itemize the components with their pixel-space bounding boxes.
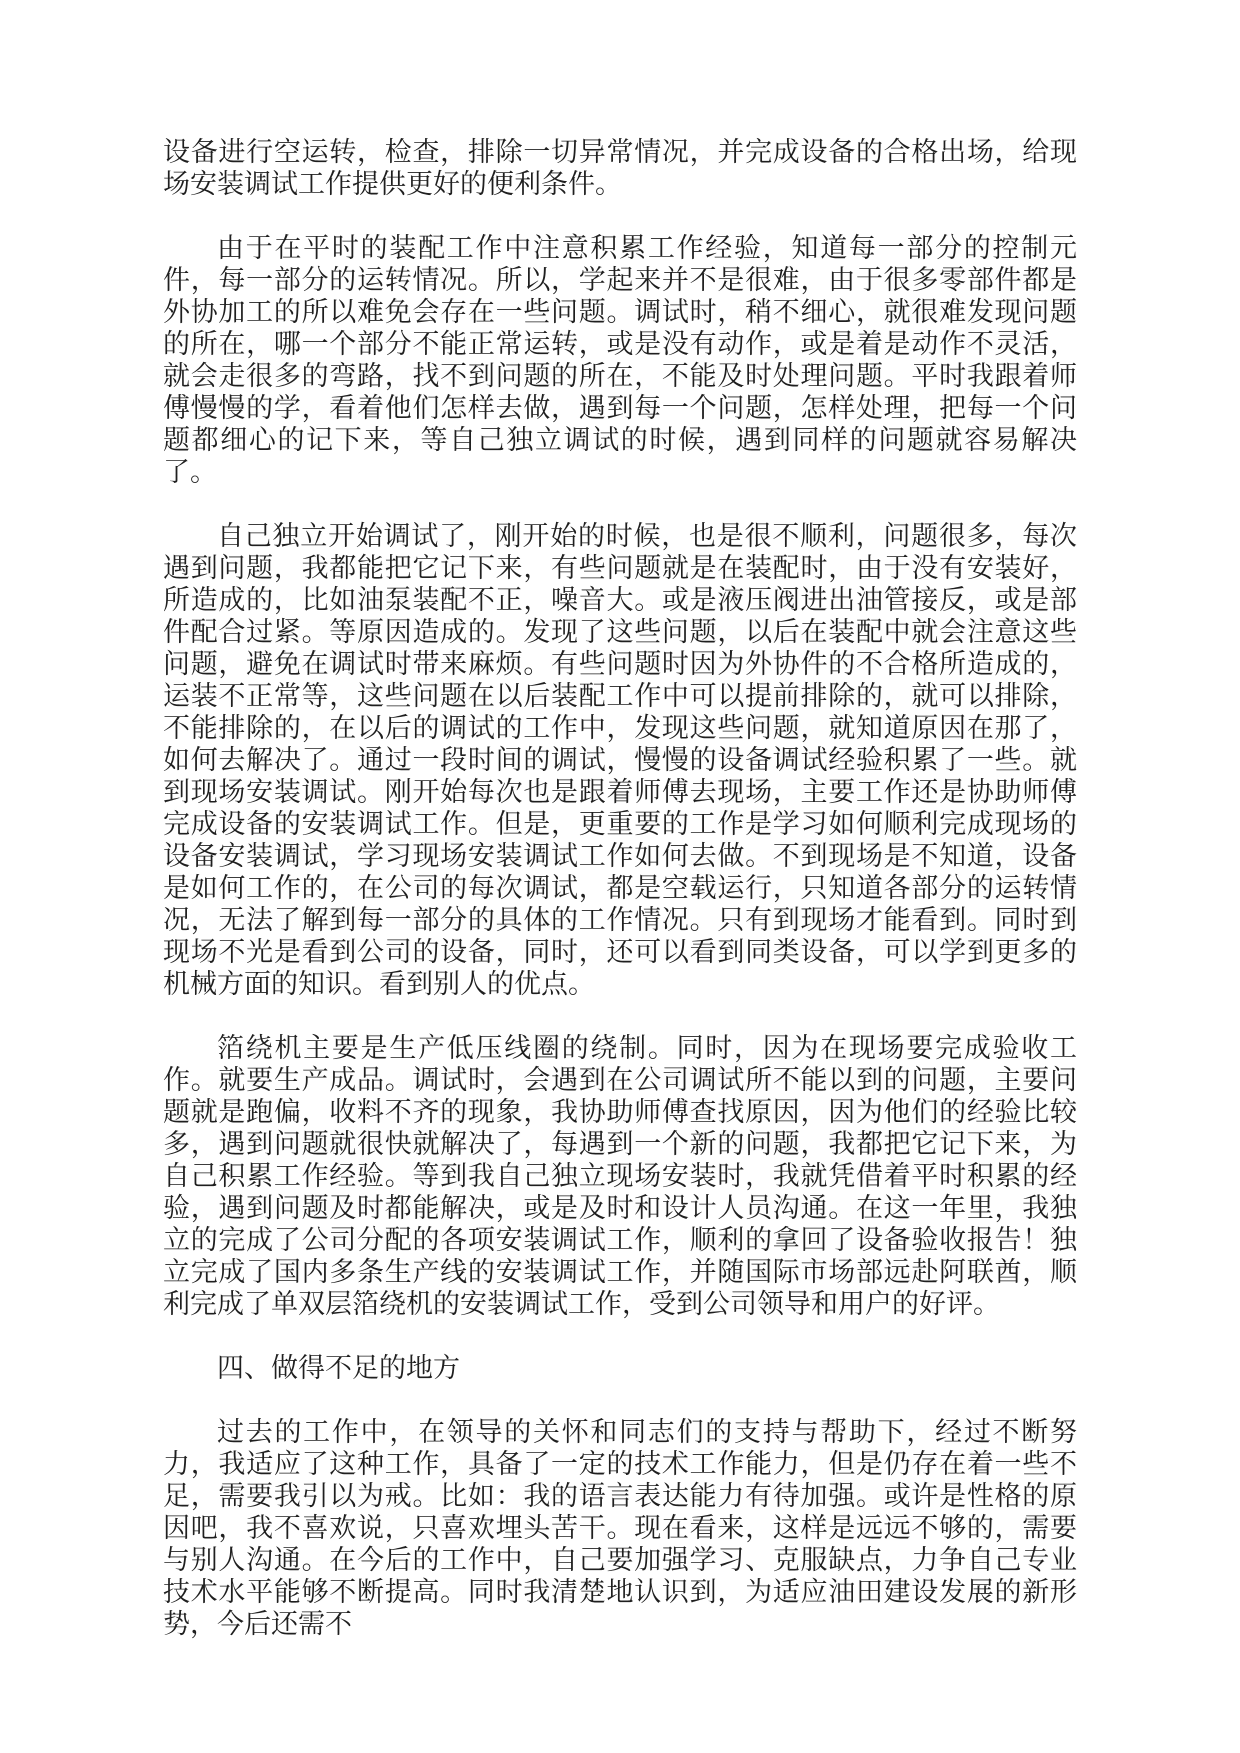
section-heading: 四、做得不足的地方 — [217, 1353, 460, 1383]
paragraph-continuation: 设备进行空运转，检查，排除一切异常情况，并完成设备的合格出场，给现场安装调试工作提供更好的便利条件。 — [163, 137, 1077, 199]
document-text-body — [163, 136, 1077, 1640]
paragraph: 由于在平时的装配工作中注意积累工作经验，知道每一部分的控制元件，每一部分的运转情况。所以，学起来并不是很难，由于很多零部件都是外协加工的所以难免会存在一些问题。调试时，稍不细心，就很难发现问题的所在，哪一个部分不能正常运转，或是没有动作，或是着是动作不灵活，就会走很多的弯路，找不到问题的所在，不能及时处理问题。平时我跟着师傅慢慢的学，看着他们怎样去做，遇到每一个问题，怎样处理，把每一个问题都细心的记下来，等自己独立调试的时候，遇到同样的问题就容易解决了。 — [163, 233, 1077, 487]
paragraph: 箔绕机主要是生产低压线圈的绕制。同时，因为在现场要完成验收工作。就要生产成品。调试时，会遇到在公司调试所不能以到的问题，主要问题就是跑偏，收料不齐的现象，我协助师傅查找原因，因为他们的经验比较多，遇到问题就很快就解决了，每遇到一个新的问题，我都把它记下来，为自己积累工作经验。等到我自己独立现场安装时，我就凭借着平时积累的经验，遇到问题及时都能解决，或是及时和设计人员沟通。在这一年里，我独立的完成了公司分配的各项安装调试工作，顺利的拿回了设备验收报告！独立完成了国内多条生产线的安装调试工作，并随国际市场部远赴阿联酋，顺利完成了单双层箔绕机的安装调试工作，受到公司领导和用户的好评。 — [163, 1033, 1077, 1319]
paragraph: 自己独立开始调试了，刚开始的时候，也是很不顺利，问题很多，每次遇到问题，我都能把它记下来，有些问题就是在装配时，由于没有安装好，所造成的，比如油泵装配不正，噪音大。或是液压阀进出油管接反，或是部件配合过紧。等原因造成的。发现了这些问题，以后在装配中就会注意这些问题，避免在调试时带来麻烦。有些问题时因为外协件的不合格所造成的，运装不正常等，这些问题在以后装配工作中可以提前排除的，就可以排除，不能排除的，在以后的调试的工作中，发现这些问题，就知道原因在那了，如何去解决了。通过一段时间的调试，慢慢的设备调试经验积累了一些。就到现场安装调试。刚开始每次也是跟着师傅去现场，主要工作还是协助师傅完成设备的安装调试工作。但是，更重要的工作是学习如何顺利完成现场的设备安装调试，学习现场安装调试工作如何去做。不到现场是不知道，设备是如何工作的，在公司的每次调试，都是空载运行，只知道各部分的运转情况，无法了解到每一部分的具体的工作情况。只有到现场才能看到。同时到现场不光是看到公司的设备，同时，还可以看到同类设备，可以学到更多的机械方面的知识。看到别人的优点。 — [163, 521, 1077, 999]
paragraph: 过去的工作中，在领导的关怀和同志们的支持与帮助下，经过不断努力，我适应了这种工作，具备了一定的技术工作能力，但是仍存在着一些不足，需要我引以为戒。比如：我的语言表达能力有待加强。或许是性格的原因吧，我不喜欢说，只喜欢埋头苦干。现在看来，这样是远远不够的，需要与别人沟通。在今后的工作中，自己要加强学习、克服缺点，力争自己专业技术水平能够不断提高。同时我清楚地认识到，为适应油田建设发展的新形势，今后还需不 — [163, 1417, 1077, 1639]
